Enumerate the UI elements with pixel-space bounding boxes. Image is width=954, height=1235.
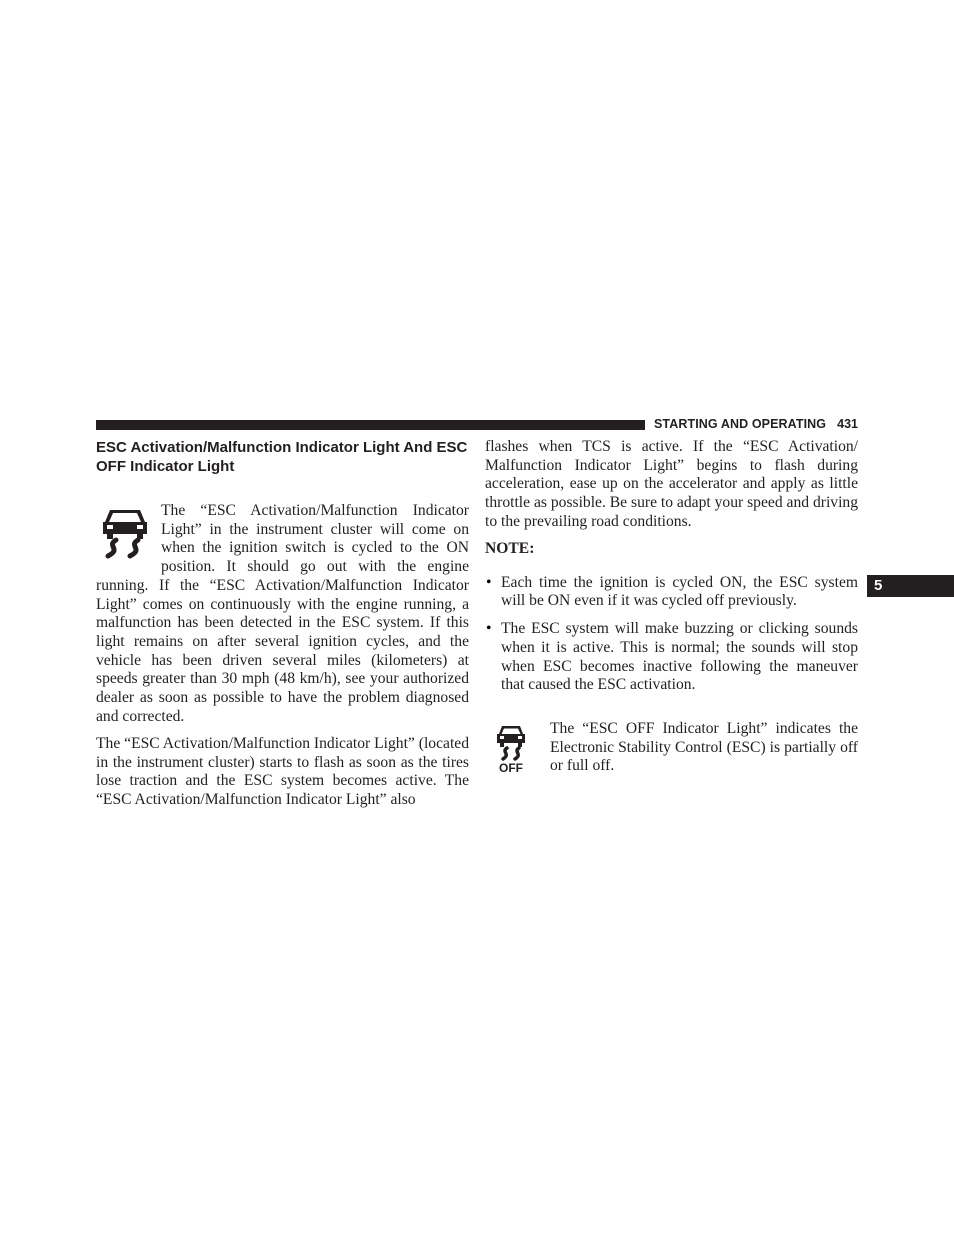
bullet-text: Each time the ignition is cycled ON, the ESC system will be ON even if it was cycled off previously.	[501, 573, 858, 610]
note-bullet-list	[485, 574, 858, 695]
esc-flash-paragraph: The “ESC Activation/Malfunction Indicator Light” (located in the instrument cluster) starts to flash as soon as the tires lose traction and the ESC system becomes active. The “ESC Activation/Malfunction Indicator Light” also	[96, 734, 469, 809]
page-number: 431	[837, 417, 858, 431]
header-rule	[96, 420, 645, 430]
esc-off-icon-label: OFF	[499, 760, 523, 775]
note-label: NOTE:	[485, 540, 535, 558]
esc-off-text: The “ESC OFF Indicator Light” indicates the Electronic Stability Control (ESC) is partially off or full off.	[550, 719, 858, 775]
bullet-dot-icon: •	[486, 573, 492, 591]
esc-off-icon	[485, 720, 537, 776]
esc-off-block	[485, 720, 858, 776]
right-column	[485, 438, 858, 776]
bullet-text: The ESC system will make buzzing or clicking sounds when it is active. This is normal; the sounds will stop when ESC becomes inactive following the maneuver that caused the ESC activation.	[501, 620, 858, 694]
esc-intro-paragraph	[96, 502, 469, 726]
list-item	[485, 574, 858, 611]
esc-activation-icon	[96, 502, 154, 562]
esc-off-paragraph	[485, 720, 858, 776]
section-heading: ESC Activation/Malfunction Indicator Light And ESC OFF Indicator Light	[96, 439, 468, 475]
chapter-number: 5	[874, 577, 883, 594]
tcs-flash-paragraph: flashes when TCS is active. If the “ESC Activation/ Malfunction Indicator Light” begins to flash during acceleration, ease up on the accelerator and apply as little throttle as possible. Be sure to adapt your speed and driving to the prevailing road conditions.	[485, 438, 858, 530]
left-column	[96, 502, 469, 818]
esc-intro-text: The “ESC Activation/Malfunction Indicator Light” in the instrument cluster will come on when the ignition switch is cycled to the ON position. It should go out with the engine running. If the “ESC Activation/Malfunction Indicator Light” comes on continuously with the engine running, a malfunction has been detected in the ESC system. If this light remains on after several ignition cycles, and the vehicle has been driven several miles (kilometers) at speeds greater than 30 mph (48 km/h), see your authorized dealer as soon as possible to have the problem diagnosed and corrected.	[96, 502, 469, 725]
running-header-title: STARTING AND OPERATING	[654, 417, 827, 431]
chapter-tab	[867, 575, 954, 597]
bullet-dot-icon: •	[486, 620, 492, 638]
list-item	[485, 620, 858, 695]
